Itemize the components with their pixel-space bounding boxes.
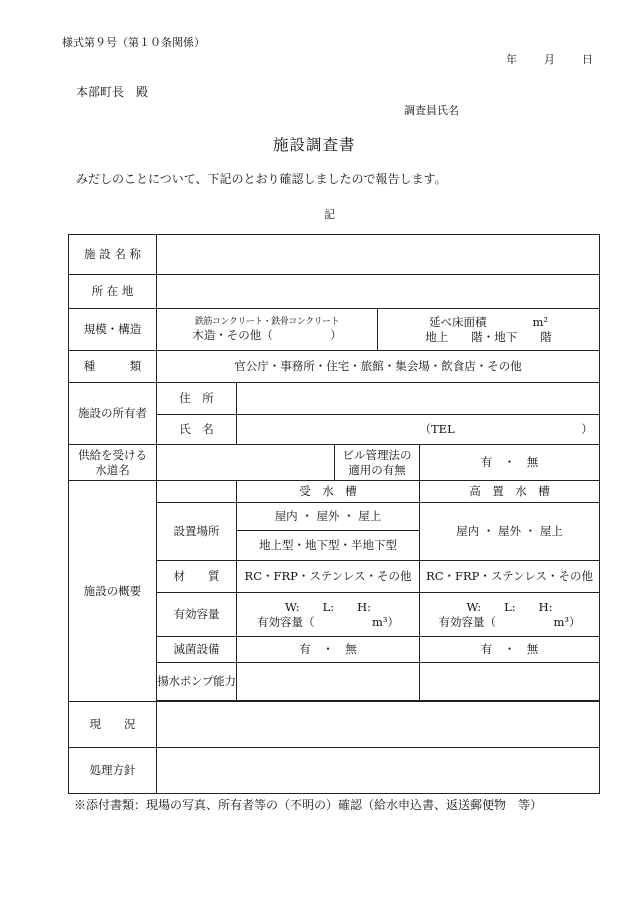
scale-structure-label: 規模・構造 (69, 309, 157, 351)
surveyor-name-label: 調査員氏名 (404, 104, 459, 117)
elevated-capacity-line: 有効容量（ m³） (438, 614, 581, 629)
overview-header-blank (157, 481, 237, 503)
form-number: 様式第９号（第１０条関係） (62, 36, 205, 49)
elevated-sterilizer-yes-no[interactable]: 有 ・ 無 (420, 637, 600, 663)
date-day: 日 (582, 53, 593, 66)
elevated-capacity[interactable] (420, 593, 600, 637)
survey-form-table (68, 234, 600, 794)
type-options[interactable]: 官公庁・事務所・住宅・旅館・集会場・飲食店・その他 (157, 351, 600, 383)
water-supply-field[interactable] (157, 445, 335, 481)
facility-name-field[interactable] (157, 235, 600, 275)
owner-address-field[interactable] (237, 383, 600, 415)
intro-text: みだしのことについて、下記のとおり確認しましたので報告します。 (76, 172, 447, 186)
building-law-yes-no[interactable]: 有 ・ 無 (420, 445, 600, 481)
structure-line-2: 木造・その他（ ） (192, 327, 342, 342)
owner-label: 施設の所有者 (69, 383, 157, 445)
structure-line-1: 鉄筋コンクリート・鉄骨コンクリート (194, 316, 340, 327)
elevated-indoor-outdoor[interactable]: 屋内 ・ 屋外 ・ 屋上 (420, 503, 600, 561)
receiving-sterilizer-yes-no[interactable]: 有 ・ 無 (237, 637, 420, 663)
receiving-capacity-line: 有効容量（ m³） (256, 614, 399, 629)
location-field[interactable] (157, 275, 600, 309)
capacity-label: 有効容量 (157, 593, 237, 637)
receiving-pump-field[interactable] (237, 663, 420, 701)
owner-address-label: 住 所 (157, 383, 237, 415)
date-month: 月 (544, 53, 555, 66)
owner-name-label: 氏 名 (157, 415, 237, 445)
elevated-pump-field[interactable] (420, 663, 600, 701)
attachments-note: ※添付書類：現場の写真、所有者等の（不明の）確認（給水申込書、返送郵便物 等） (74, 798, 543, 812)
policy-field[interactable] (157, 748, 600, 794)
building-law-line-2: 適用の有無 (348, 462, 406, 477)
water-supply-label-line-1: 供給を受ける (78, 448, 147, 463)
structure-options[interactable] (157, 309, 378, 351)
water-supply-label-line-2: 水道名 (95, 462, 130, 477)
location-label: 所 在 地 (69, 275, 157, 309)
elevated-material-options[interactable]: RC・FRP・ステンレス・その他 (420, 561, 600, 593)
install-place-label: 設置場所 (157, 503, 237, 561)
floor-area-label: 延べ床面積 m² (429, 315, 549, 330)
policy-label: 処理方針 (69, 748, 157, 794)
water-supply-label (69, 445, 157, 481)
floors-label: 地上 階・地下 階 (425, 329, 552, 344)
elevated-tank-header: 高 置 水 槽 (420, 481, 600, 503)
facility-name-label: 施 設 名 称 (69, 235, 157, 275)
pump-capacity-label: 揚水ポンプ能力 (157, 663, 237, 701)
receiving-ground-type[interactable]: 地上型・地下型・半地下型 (237, 531, 420, 561)
receiving-indoor-outdoor[interactable]: 屋内 ・ 屋外 ・ 屋上 (237, 503, 420, 531)
ki-label: 記 (324, 208, 335, 221)
material-label: 材 質 (157, 561, 237, 593)
document-title: 施設調査書 (273, 136, 356, 154)
current-state-field[interactable] (157, 702, 600, 748)
date-year: 年 (506, 53, 517, 66)
sterilizer-label: 滅菌設備 (157, 637, 237, 663)
building-law-line-1: ビル管理法の (342, 448, 412, 463)
receiving-dims: W: L: H: (284, 600, 372, 615)
owner-tel-field[interactable]: （TEL ） (420, 415, 600, 445)
floor-area-cell[interactable] (378, 309, 600, 351)
addressee: 本部町長 殿 (76, 85, 149, 99)
elevated-dims: W: L: H: (466, 600, 553, 615)
receiving-tank-header: 受 水 槽 (237, 481, 420, 503)
current-state-label: 現 況 (69, 702, 157, 748)
building-law-label (335, 445, 420, 481)
owner-name-field[interactable] (237, 415, 420, 445)
overview-label: 施設の概要 (69, 481, 157, 702)
receiving-capacity[interactable] (237, 593, 420, 637)
receiving-material-options[interactable]: RC・FRP・ステンレス・その他 (237, 561, 420, 593)
type-label: 種 類 (69, 351, 157, 383)
